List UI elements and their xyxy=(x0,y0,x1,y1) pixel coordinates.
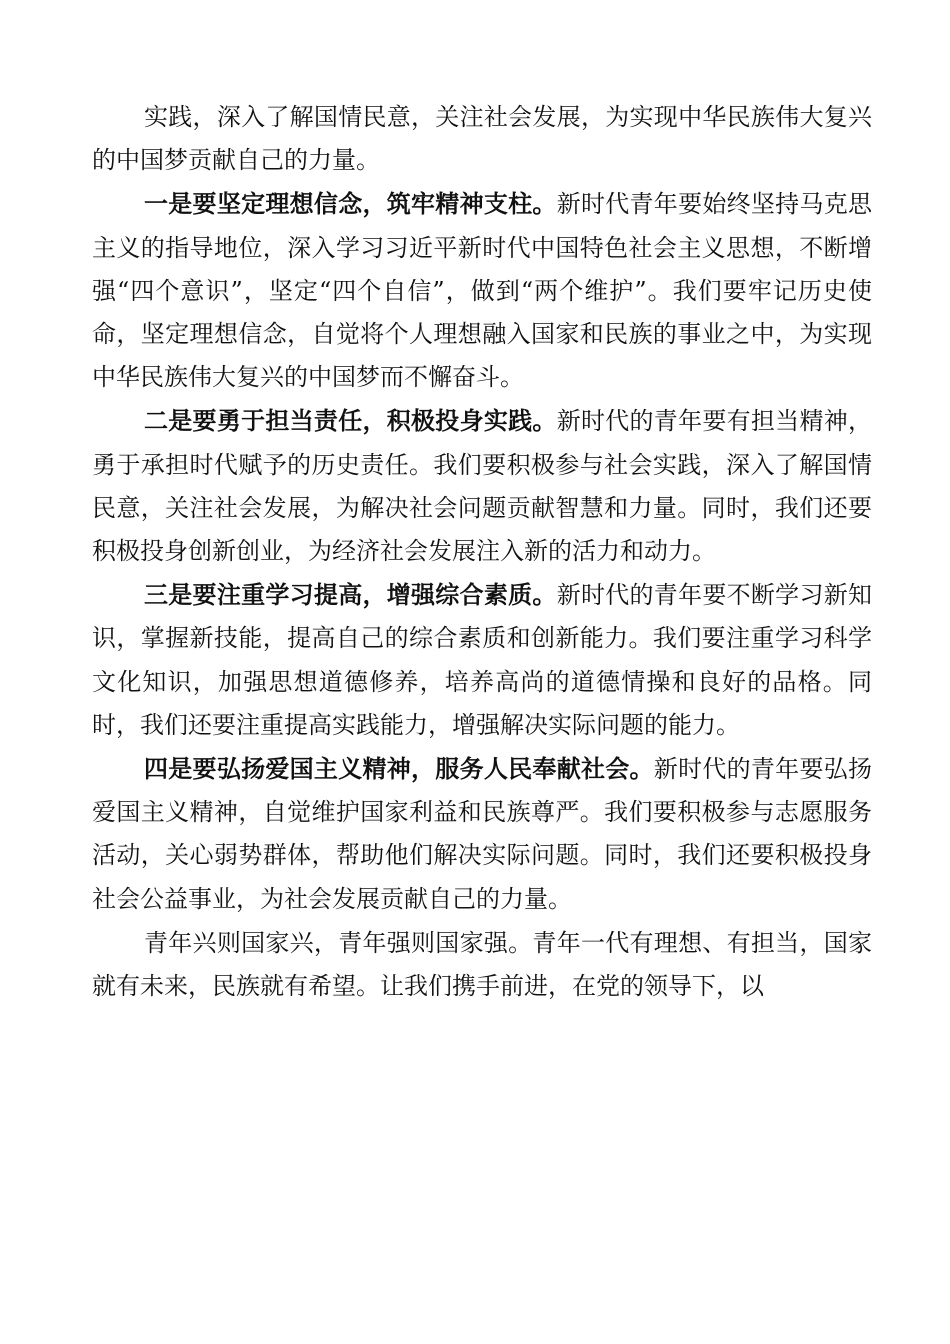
paragraph-point-2 xyxy=(92,399,872,573)
paragraph-continuation xyxy=(92,95,872,182)
document-body xyxy=(92,95,872,1008)
paragraph-lead: 四是要弘扬爱国主义精神，服务人民奉献社会。 xyxy=(144,754,654,784)
paragraph-lead: 三是要注重学习提高，增强综合素质。 xyxy=(144,580,557,610)
paragraph-text: 实践，深入了解国情民意，关注社会发展，为实现中华民族伟大复兴的中国梦贡献自己的力量。 xyxy=(92,103,872,175)
paragraph-conclusion xyxy=(92,921,872,1008)
paragraph-lead: 二是要勇于担当责任，积极投身实践。 xyxy=(144,406,557,436)
paragraph-lead: 一是要坚定理想信念，筑牢精神支柱。 xyxy=(144,189,557,219)
paragraph-text: 新时代的青年要弘扬爱国主义精神，自觉维护国家利益和民族尊严。我们要积极参与志愿服务活动，关心弱势群体，帮助他们解决实际问题。同时，我们还要积极投身社会公益事业，为社会发展贡献自己的力量。 xyxy=(92,755,873,913)
paragraph-point-4 xyxy=(92,747,872,921)
paragraph-text: 新时代的青年要有担当精神，勇于承担时代赋予的历史责任。我们要积极参与社会实践，深入了解国情民意，关注社会发展，为解决社会问题贡献智慧和力量。同时，我们还要积极投身创新创业，为经济社会发展注入新的活力和动力。 xyxy=(92,407,873,566)
paragraph-point-3 xyxy=(92,573,872,747)
paragraph-text: 新时代的青年要不断学习新知识，掌握新技能，提高自己的综合素质和创新能力。我们要注重学习科学文化知识，加强思想道德修养，培养高尚的道德情操和良好的品格。同时，我们还要注重提高实践能力，增强解决实际问题的能力。 xyxy=(92,581,873,739)
paragraph-text: 青年兴则国家兴，青年强则国家强。青年一代有理想、有担当，国家就有未来，民族就有希望。让我们携手前进，在党的领导下，以 xyxy=(92,928,872,1001)
paragraph-point-1 xyxy=(92,182,872,399)
paragraph-text: 新时代青年要始终坚持马克思主义的指导地位，深入学习习近平新时代中国特色社会主义思想，不断增强“四个意识”，坚定“四个自信”，做到“两个维护”。我们要牢记历史使命，坚定理想信念，自觉将个人理想融入国家和民族的事业之中，为实现中华民族伟大复兴的中国梦而不懈奋斗。 xyxy=(92,190,873,392)
